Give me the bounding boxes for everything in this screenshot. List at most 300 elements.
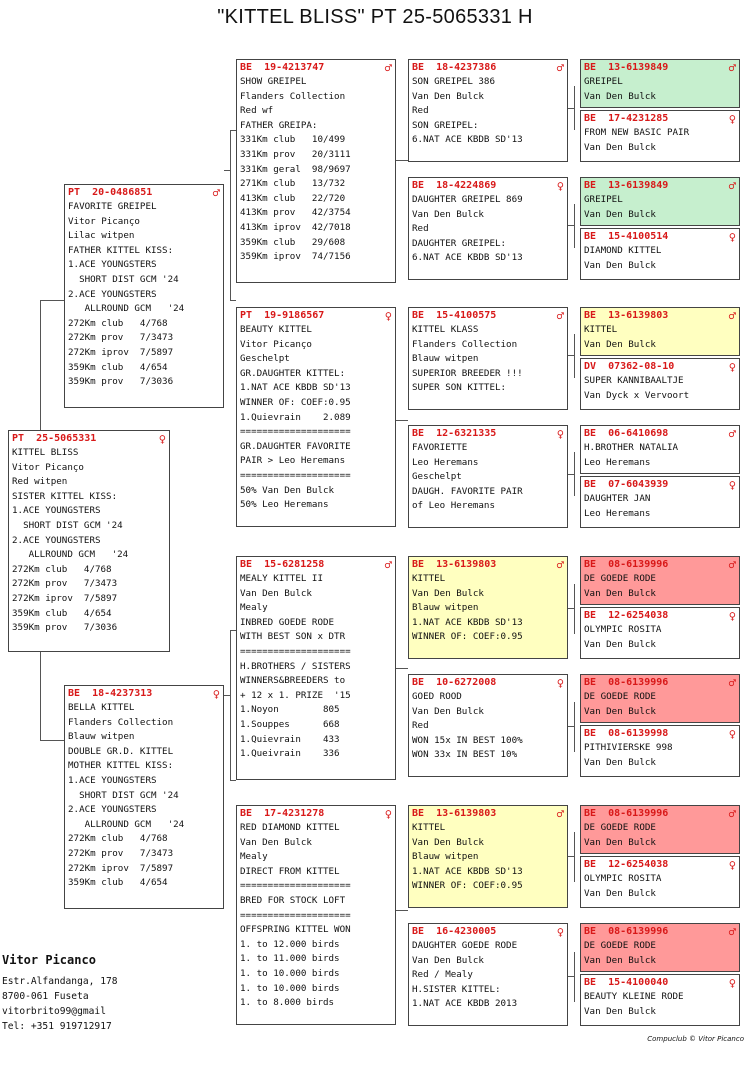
bird-info-line: 50% Leo Heremans <box>240 499 329 511</box>
bird-info-line: Van Den Bulck <box>584 1005 656 1017</box>
ring-header <box>68 687 220 701</box>
bird-info-line: 1.Quievrain 433 <box>240 733 340 745</box>
female-icon: ♀ <box>728 360 736 374</box>
bird-info-line: Van Dyck x Vervoort <box>584 389 690 401</box>
bird-info-line: Vitor Picanço <box>68 215 140 227</box>
ring-number: BE 18-4237386 <box>412 61 497 73</box>
pedigree-card-gen4[interactable] <box>408 425 568 528</box>
owner-address-line: Estr.Alfandanga, 178 <box>2 976 118 987</box>
bird-info-line: SHORT DIST GCM '24 <box>68 789 179 801</box>
bird-name: KITTEL <box>412 822 446 833</box>
bird-info-line: 1. to 8.000 birds <box>240 997 335 1009</box>
bird-info-line: GR.DAUGHTER KITTEL: <box>240 367 346 379</box>
female-icon: ♀ <box>556 427 564 441</box>
male-icon: ♂ <box>556 61 564 75</box>
bird-info-line: 1.Noyon 805 <box>240 704 340 716</box>
ring-number: BE 07-6043939 <box>584 478 669 490</box>
bird-info-line: ==================== <box>240 909 351 921</box>
connector-line <box>396 420 408 421</box>
bird-info-line: FATHER GREIPA: <box>240 119 318 131</box>
bird-name: FROM NEW BASIC PAIR <box>584 127 690 138</box>
bird-info-line: 359Km club 4/654 <box>12 607 112 619</box>
bird-info-line: PAIR > Leo Heremans <box>240 455 346 467</box>
ring-header <box>412 676 564 690</box>
female-icon: ♀ <box>556 925 564 939</box>
bird-name: GOED ROOD <box>412 691 462 702</box>
ring-header <box>412 558 564 572</box>
female-icon: ♀ <box>556 179 564 193</box>
ring-number: BE 12-6254038 <box>584 858 669 870</box>
bird-info-line: 1. to 10.000 birds <box>240 967 340 979</box>
bird-info-line: 272Km prov 7/3473 <box>12 578 118 590</box>
ring-header <box>584 925 736 939</box>
bird-info-line: 359Km prov 7/3036 <box>68 376 174 388</box>
bird-info-line: WINNER OF: COEF:0.95 <box>412 880 523 892</box>
bird-name: KITTEL <box>584 324 618 335</box>
bird-info-line: Leo Heremans <box>584 507 651 519</box>
pedigree-card-gen4[interactable] <box>408 556 568 659</box>
ring-number: BE 08-6139996 <box>584 807 669 819</box>
pedigree-card-gen4[interactable] <box>408 177 568 280</box>
bird-info-line: Van Den Bulck <box>412 836 484 848</box>
bird-name: BEAUTY KLEINE RODE <box>584 991 684 1002</box>
connector-line <box>574 702 575 752</box>
male-icon: ♂ <box>728 807 736 821</box>
bird-info-line: DOUBLE GR.D. KITTEL <box>68 745 174 757</box>
bird-info-line: ALLROUND GCM '24 <box>68 303 185 315</box>
connector-line <box>230 300 236 301</box>
bird-info-line: WINNER OF: COEF:0.95 <box>412 631 523 643</box>
ring-number: BE 17-4231285 <box>584 112 669 124</box>
bird-info-line: 1. to 10.000 birds <box>240 982 340 994</box>
pedigree-card-gen4[interactable] <box>408 805 568 908</box>
ring-number: BE 13-6139803 <box>412 558 497 570</box>
ring-number: PT 25-5065331 <box>12 432 97 444</box>
ring-number: BE 08-6139998 <box>584 727 669 739</box>
ring-header <box>584 230 736 244</box>
bird-info-line: Red witpen <box>12 476 68 488</box>
female-icon: ♀ <box>728 112 736 126</box>
ring-header <box>584 112 736 126</box>
ring-header <box>412 309 564 323</box>
ring-number: BE 13-6139849 <box>584 61 669 73</box>
female-icon: ♀ <box>728 478 736 492</box>
bird-info-line: Van Den Bulck <box>584 208 656 220</box>
connector-line <box>230 130 231 300</box>
connector-line <box>40 652 41 740</box>
pedigree-card-sire-dam[interactable] <box>236 307 396 527</box>
ring-number: BE 19-4213747 <box>240 61 325 73</box>
bird-info-line: Red / Mealy <box>412 969 473 981</box>
ring-header <box>584 858 736 872</box>
bird-info-line: 1.NAT ACE KBDB SD'13 <box>240 382 351 394</box>
bird-info-line: DIRECT FROM KITTEL <box>240 865 340 877</box>
ring-number: BE 15-4100575 <box>412 309 497 321</box>
connector-line <box>230 630 231 780</box>
male-icon: ♂ <box>384 61 392 75</box>
bird-info-line: 272Km prov 7/3473 <box>68 332 174 344</box>
bird-info-line: Leo Heremans <box>412 456 479 468</box>
ring-number: BE 17-4231278 <box>240 807 325 819</box>
bird-info-line: 1.NAT ACE KBDB 2013 <box>412 998 518 1010</box>
bird-name: DAUGHTER JAN <box>584 493 651 504</box>
bird-info-line: 413Km iprov 42/7018 <box>240 221 351 233</box>
bird-info-line: Red wf <box>240 105 274 117</box>
bird-info-line: SISTER KITTEL KISS: <box>12 490 118 502</box>
bird-info-line: Van Den Bulck <box>584 887 656 899</box>
bird-name: GREIPEL <box>584 194 623 205</box>
ring-header <box>412 427 564 441</box>
connector-line <box>574 832 575 882</box>
female-icon: ♀ <box>556 676 564 690</box>
male-icon: ♂ <box>728 309 736 323</box>
bird-info-line: Vitor Picanço <box>12 461 84 473</box>
ring-number: PT 20-0486851 <box>68 186 153 198</box>
ring-header <box>240 61 392 75</box>
bird-info-line: 272Km iprov 7/5897 <box>68 862 174 874</box>
bird-info-line: Van Den Bulck <box>584 836 656 848</box>
connector-line <box>396 668 408 669</box>
bird-info-line: 359Km club 29/608 <box>240 236 346 248</box>
bird-info-line: MOTHER KITTEL KISS: <box>68 760 174 772</box>
bird-info-line: Red <box>412 720 429 732</box>
ring-header <box>240 807 392 821</box>
bird-name: OLYMPIC ROSITA <box>584 873 662 884</box>
bird-info-line: 1.Queivrain 336 <box>240 748 340 760</box>
bird-info-line: Red <box>412 105 429 117</box>
pedigree-card-gen5[interactable] <box>580 110 740 162</box>
ring-header <box>584 61 736 75</box>
connector-line <box>40 300 41 432</box>
pedigree-card-gen5[interactable] <box>580 59 740 108</box>
bird-info-line: 1.ACE YOUNGSTERS <box>68 774 157 786</box>
connector-line <box>574 86 575 130</box>
bird-info-line: WINNERS&BREEDERS to <box>240 675 346 687</box>
bird-name: SHOW GREIPEL <box>240 76 307 87</box>
bird-name: DE GOEDE RODE <box>584 940 656 951</box>
female-icon: ♀ <box>158 432 166 446</box>
pedigree-card-gen5[interactable] <box>580 425 740 474</box>
male-icon: ♂ <box>556 807 564 821</box>
bird-info-line: Flanders Collection <box>240 90 346 102</box>
bird-info-line: WITH BEST SON x DTR <box>240 631 346 643</box>
bird-info-line: Van Den Bulck <box>412 587 484 599</box>
pedigree-card-sire[interactable] <box>64 184 224 408</box>
ring-number: BE 08-6139996 <box>584 925 669 937</box>
female-icon: ♀ <box>728 858 736 872</box>
ring-number: BE 13-6139803 <box>584 309 669 321</box>
ring-number: BE 12-6321335 <box>412 427 497 439</box>
bird-info-line: WON 15x IN BEST 100% <box>412 734 523 746</box>
bird-info-line: Van Den Bulck <box>412 90 484 102</box>
ring-header <box>412 925 564 939</box>
bird-info-line: Van Den Bulck <box>584 587 656 599</box>
pedigree-card-dam[interactable] <box>64 685 224 909</box>
bird-info-line: Van Den Bulck <box>584 259 656 271</box>
ring-number: PT 19-9186567 <box>240 309 325 321</box>
ring-header <box>584 976 736 990</box>
connector-line <box>574 952 575 1002</box>
bird-info-line: SUPER SON KITTEL: <box>412 382 507 394</box>
pedigree-card-gen5[interactable] <box>580 974 740 1026</box>
ring-header <box>584 360 736 374</box>
bird-info-line: 331Km geral 98/9697 <box>240 163 351 175</box>
ring-header <box>412 807 564 821</box>
bird-info-line: SON GREIPEL: <box>412 119 479 131</box>
pedigree-card-gen5[interactable] <box>580 725 740 777</box>
male-icon: ♂ <box>728 676 736 690</box>
pedigree-card-gen5[interactable] <box>580 674 740 723</box>
bird-info-line: 271Km club 13/732 <box>240 178 346 190</box>
bird-info-line: SUPERIOR BREEDER !!! <box>412 367 523 379</box>
female-icon: ♀ <box>728 609 736 623</box>
pedigree-card-subject[interactable] <box>8 430 170 652</box>
ring-number: BE 08-6139996 <box>584 558 669 570</box>
ring-header <box>584 478 736 492</box>
bird-info-line: 1.ACE YOUNGSTERS <box>12 505 101 517</box>
bird-info-line: 413Km club 22/720 <box>240 192 346 204</box>
bird-info-line: 6.NAT ACE KBDB SD'13 <box>412 134 523 146</box>
bird-info-line: Van Den Bulck <box>584 756 656 768</box>
bird-name: SUPER KANNIBAALTJE <box>584 375 684 386</box>
ring-header <box>240 309 392 323</box>
connector-line <box>574 334 575 378</box>
connector-line <box>574 204 575 248</box>
ring-number: BE 13-6139849 <box>584 179 669 191</box>
ring-number: BE 12-6254038 <box>584 609 669 621</box>
ring-header <box>412 61 564 75</box>
footer-credit: Compuclub © Vitor Picanco <box>647 1035 744 1043</box>
female-icon: ♀ <box>384 309 392 323</box>
bird-info-line: Van Den Bulck <box>240 587 312 599</box>
bird-info-line: DAUGH. FAVORITE PAIR <box>412 485 523 497</box>
bird-name: BEAUTY KITTEL <box>240 324 312 335</box>
female-icon: ♀ <box>212 687 220 701</box>
pedigree-card-gen5[interactable] <box>580 358 740 410</box>
ring-number: BE 15-6281258 <box>240 558 325 570</box>
pedigree-card-gen4[interactable] <box>408 923 568 1026</box>
connector-line <box>396 910 408 911</box>
bird-info-line: 272Km iprov 7/5897 <box>12 592 118 604</box>
ring-header <box>412 179 564 193</box>
male-icon: ♂ <box>728 558 736 572</box>
bird-info-line: OFFSPRING KITTEL WON <box>240 924 351 936</box>
female-icon: ♀ <box>728 727 736 741</box>
bird-info-line: Blauw witpen <box>412 353 479 365</box>
bird-info-line: 2.ACE YOUNGSTERS <box>68 288 157 300</box>
male-icon: ♂ <box>556 309 564 323</box>
ring-number: BE 08-6139996 <box>584 676 669 688</box>
female-icon: ♀ <box>728 976 736 990</box>
bird-info-line: 331Km prov 20/3111 <box>240 148 351 160</box>
bird-info-line: 413Km prov 42/3754 <box>240 207 351 219</box>
bird-info-line: 1.ACE YOUNGSTERS <box>68 259 157 271</box>
bird-name: OLYMPIC ROSITA <box>584 624 662 635</box>
bird-info-line: 359Km club 4/654 <box>68 877 168 889</box>
ring-number: BE 18-4224869 <box>412 179 497 191</box>
bird-info-line: 272Km club 4/768 <box>68 833 168 845</box>
bird-info-line: Blauw witpen <box>412 602 479 614</box>
female-icon: ♀ <box>384 807 392 821</box>
pedigree-card-gen5[interactable] <box>580 228 740 280</box>
bird-info-line: Vitor Picanço <box>240 338 312 350</box>
ring-header <box>12 432 166 446</box>
ring-number: DV 07362-08-10 <box>584 360 675 372</box>
ring-header <box>68 186 220 200</box>
bird-name: MEALY KITTEL II <box>240 573 323 584</box>
ring-header <box>584 558 736 572</box>
bird-name: GREIPEL <box>584 76 623 87</box>
bird-info-line: ALLROUND GCM '24 <box>68 818 185 830</box>
bird-info-line: Flanders Collection <box>68 716 174 728</box>
connector-line <box>574 584 575 634</box>
owner-name: Vitor Picanco <box>2 953 96 967</box>
bird-info-line: H.SISTER KITTEL: <box>412 983 501 995</box>
bird-info-line: WINNER OF: COEF:0.95 <box>240 396 351 408</box>
male-icon: ♂ <box>728 427 736 441</box>
male-icon: ♂ <box>556 558 564 572</box>
bird-name: RED DIAMOND KITTEL <box>240 822 340 833</box>
bird-info-line: 272Km iprov 7/5897 <box>68 346 174 358</box>
bird-info-line: FATHER KITTEL KISS: <box>68 244 174 256</box>
ring-header <box>584 609 736 623</box>
ring-header <box>240 558 392 572</box>
bird-name: FAVORIETTE <box>412 442 468 453</box>
bird-info-line: Mealy <box>240 602 268 614</box>
pedigree-card-gen5[interactable] <box>580 607 740 659</box>
male-icon: ♂ <box>212 186 220 200</box>
ring-number: BE 13-6139803 <box>412 807 497 819</box>
bird-info-line: Van Den Bulck <box>412 954 484 966</box>
bird-info-line: Van Den Bulck <box>584 638 656 650</box>
bird-name: H.BROTHER NATALIA <box>584 442 679 453</box>
ring-header <box>584 179 736 193</box>
bird-name: DE GOEDE RODE <box>584 573 656 584</box>
ring-number: BE 15-4100040 <box>584 976 669 988</box>
connector-line <box>40 300 65 301</box>
bird-name: DIAMOND KITTEL <box>584 245 662 256</box>
pedigree-card-dam-sire[interactable] <box>236 556 396 780</box>
owner-phone-line: Tel: +351 919712917 <box>2 1021 112 1032</box>
bird-name: DE GOEDE RODE <box>584 691 656 702</box>
bird-info-line: WON 33x IN BEST 10% <box>412 749 518 761</box>
bird-name: DAUGHTER GOEDE RODE <box>412 940 518 951</box>
owner-email-line: vitorbrito99@gmail <box>2 1006 106 1017</box>
page-title: "KITTEL BLISS" PT 25-5065331 H <box>217 6 533 28</box>
ring-header <box>584 727 736 741</box>
bird-info-line: BRED FOR STOCK LOFT <box>240 894 346 906</box>
bird-info-line: 1.NAT ACE KBDB SD'13 <box>412 865 523 877</box>
bird-info-line: Red <box>412 223 429 235</box>
bird-info-line: 50% Van Den Bulck <box>240 484 335 496</box>
bird-info-line: 359Km club 4/654 <box>68 361 168 373</box>
bird-info-line: DAUGHTER GREIPEL: <box>412 237 507 249</box>
bird-info-line: Van Den Bulck <box>584 90 656 102</box>
bird-info-line: ALLROUND GCM '24 <box>12 549 129 561</box>
bird-info-line: Flanders Collection <box>412 338 518 350</box>
bird-info-line: 1.Quievrain 2.089 <box>240 411 351 423</box>
connector-line <box>574 452 575 496</box>
pedigree-card-gen5[interactable] <box>580 923 740 972</box>
connector-line <box>396 160 408 161</box>
bird-info-line: 272Km prov 7/3473 <box>68 847 174 859</box>
bird-info-line: ==================== <box>240 645 351 657</box>
pedigree-card-gen4[interactable] <box>408 307 568 410</box>
bird-info-line: 331Km club 10/499 <box>240 134 346 146</box>
bird-info-line: SHORT DIST GCM '24 <box>68 273 179 285</box>
ring-header <box>584 427 736 441</box>
bird-info-line: Van Den Bulck <box>412 705 484 717</box>
bird-info-line: 6.NAT ACE KBDB SD'13 <box>412 252 523 264</box>
bird-info-line: 2.ACE YOUNGSTERS <box>68 804 157 816</box>
ring-number: BE 15-4100514 <box>584 230 669 242</box>
pedigree-card-gen5[interactable] <box>580 856 740 908</box>
bird-info-line: Geschelpt <box>240 353 290 365</box>
bird-name: FAVORITE GREIPEL <box>68 201 157 212</box>
pedigree-card-gen5[interactable] <box>580 307 740 356</box>
ring-number: BE 16-4230005 <box>412 925 497 937</box>
bird-info-line: SHORT DIST GCM '24 <box>12 519 123 531</box>
bird-info-line: 1. to 11.000 birds <box>240 953 340 965</box>
male-icon: ♂ <box>728 925 736 939</box>
bird-name: DAUGHTER GREIPEL 869 <box>412 194 523 205</box>
bird-name: KITTEL <box>412 573 446 584</box>
pedigree-card-sire-sire[interactable] <box>236 59 396 283</box>
bird-info-line: H.BROTHERS / SISTERS <box>240 660 351 672</box>
pedigree-card-dam-dam[interactable] <box>236 805 396 1025</box>
bird-info-line: Van Den Bulck <box>584 141 656 153</box>
bird-info-line: 272Km club 4/768 <box>12 563 112 575</box>
ring-header <box>584 309 736 323</box>
pedigree-card-gen5[interactable] <box>580 476 740 528</box>
bird-name: PITHIVIERSKE 998 <box>584 742 673 753</box>
bird-info-line: ==================== <box>240 880 351 892</box>
bird-info-line: 272Km club 4/768 <box>68 317 168 329</box>
bird-info-line: 1.NAT ACE KBDB SD'13 <box>412 616 523 628</box>
bird-info-line: ==================== <box>240 469 351 481</box>
male-icon: ♂ <box>384 558 392 572</box>
bird-info-line: Leo Heremans <box>584 456 651 468</box>
bird-name: KITTEL KLASS <box>412 324 479 335</box>
bird-name: BELLA KITTEL <box>68 702 135 713</box>
bird-info-line: 1.Souppes 668 <box>240 718 340 730</box>
pedigree-card-gen5[interactable] <box>580 805 740 854</box>
connector-line <box>40 740 65 741</box>
bird-info-line: Van Den Bulck <box>412 208 484 220</box>
pedigree-card-gen5[interactable] <box>580 556 740 605</box>
bird-info-line: Lilac witpen <box>68 230 135 242</box>
ring-header <box>584 676 736 690</box>
pedigree-card-gen4[interactable] <box>408 59 568 162</box>
bird-info-line: of Leo Heremans <box>412 500 495 512</box>
bird-info-line: Van Den Bulck <box>584 338 656 350</box>
male-icon: ♂ <box>728 179 736 193</box>
ring-number: BE 18-4237313 <box>68 687 153 699</box>
bird-info-line: 359Km iprov 74/7156 <box>240 251 351 263</box>
pedigree-card-gen4[interactable] <box>408 674 568 777</box>
bird-info-line: ==================== <box>240 426 351 438</box>
bird-info-line: INBRED GOEDE RODE <box>240 616 335 628</box>
female-icon: ♀ <box>728 230 736 244</box>
male-icon: ♂ <box>728 61 736 75</box>
bird-info-line: Geschelpt <box>412 471 462 483</box>
bird-info-line: + 12 x 1. PRIZE '15 <box>240 689 351 701</box>
bird-name: SON GREIPEL 386 <box>412 76 495 87</box>
pedigree-card-gen5[interactable] <box>580 177 740 226</box>
owner-postal-line: 8700-061 Fuseta <box>2 991 89 1002</box>
bird-info-line: Blauw witpen <box>68 731 135 743</box>
bird-name: KITTEL BLISS <box>12 447 79 458</box>
